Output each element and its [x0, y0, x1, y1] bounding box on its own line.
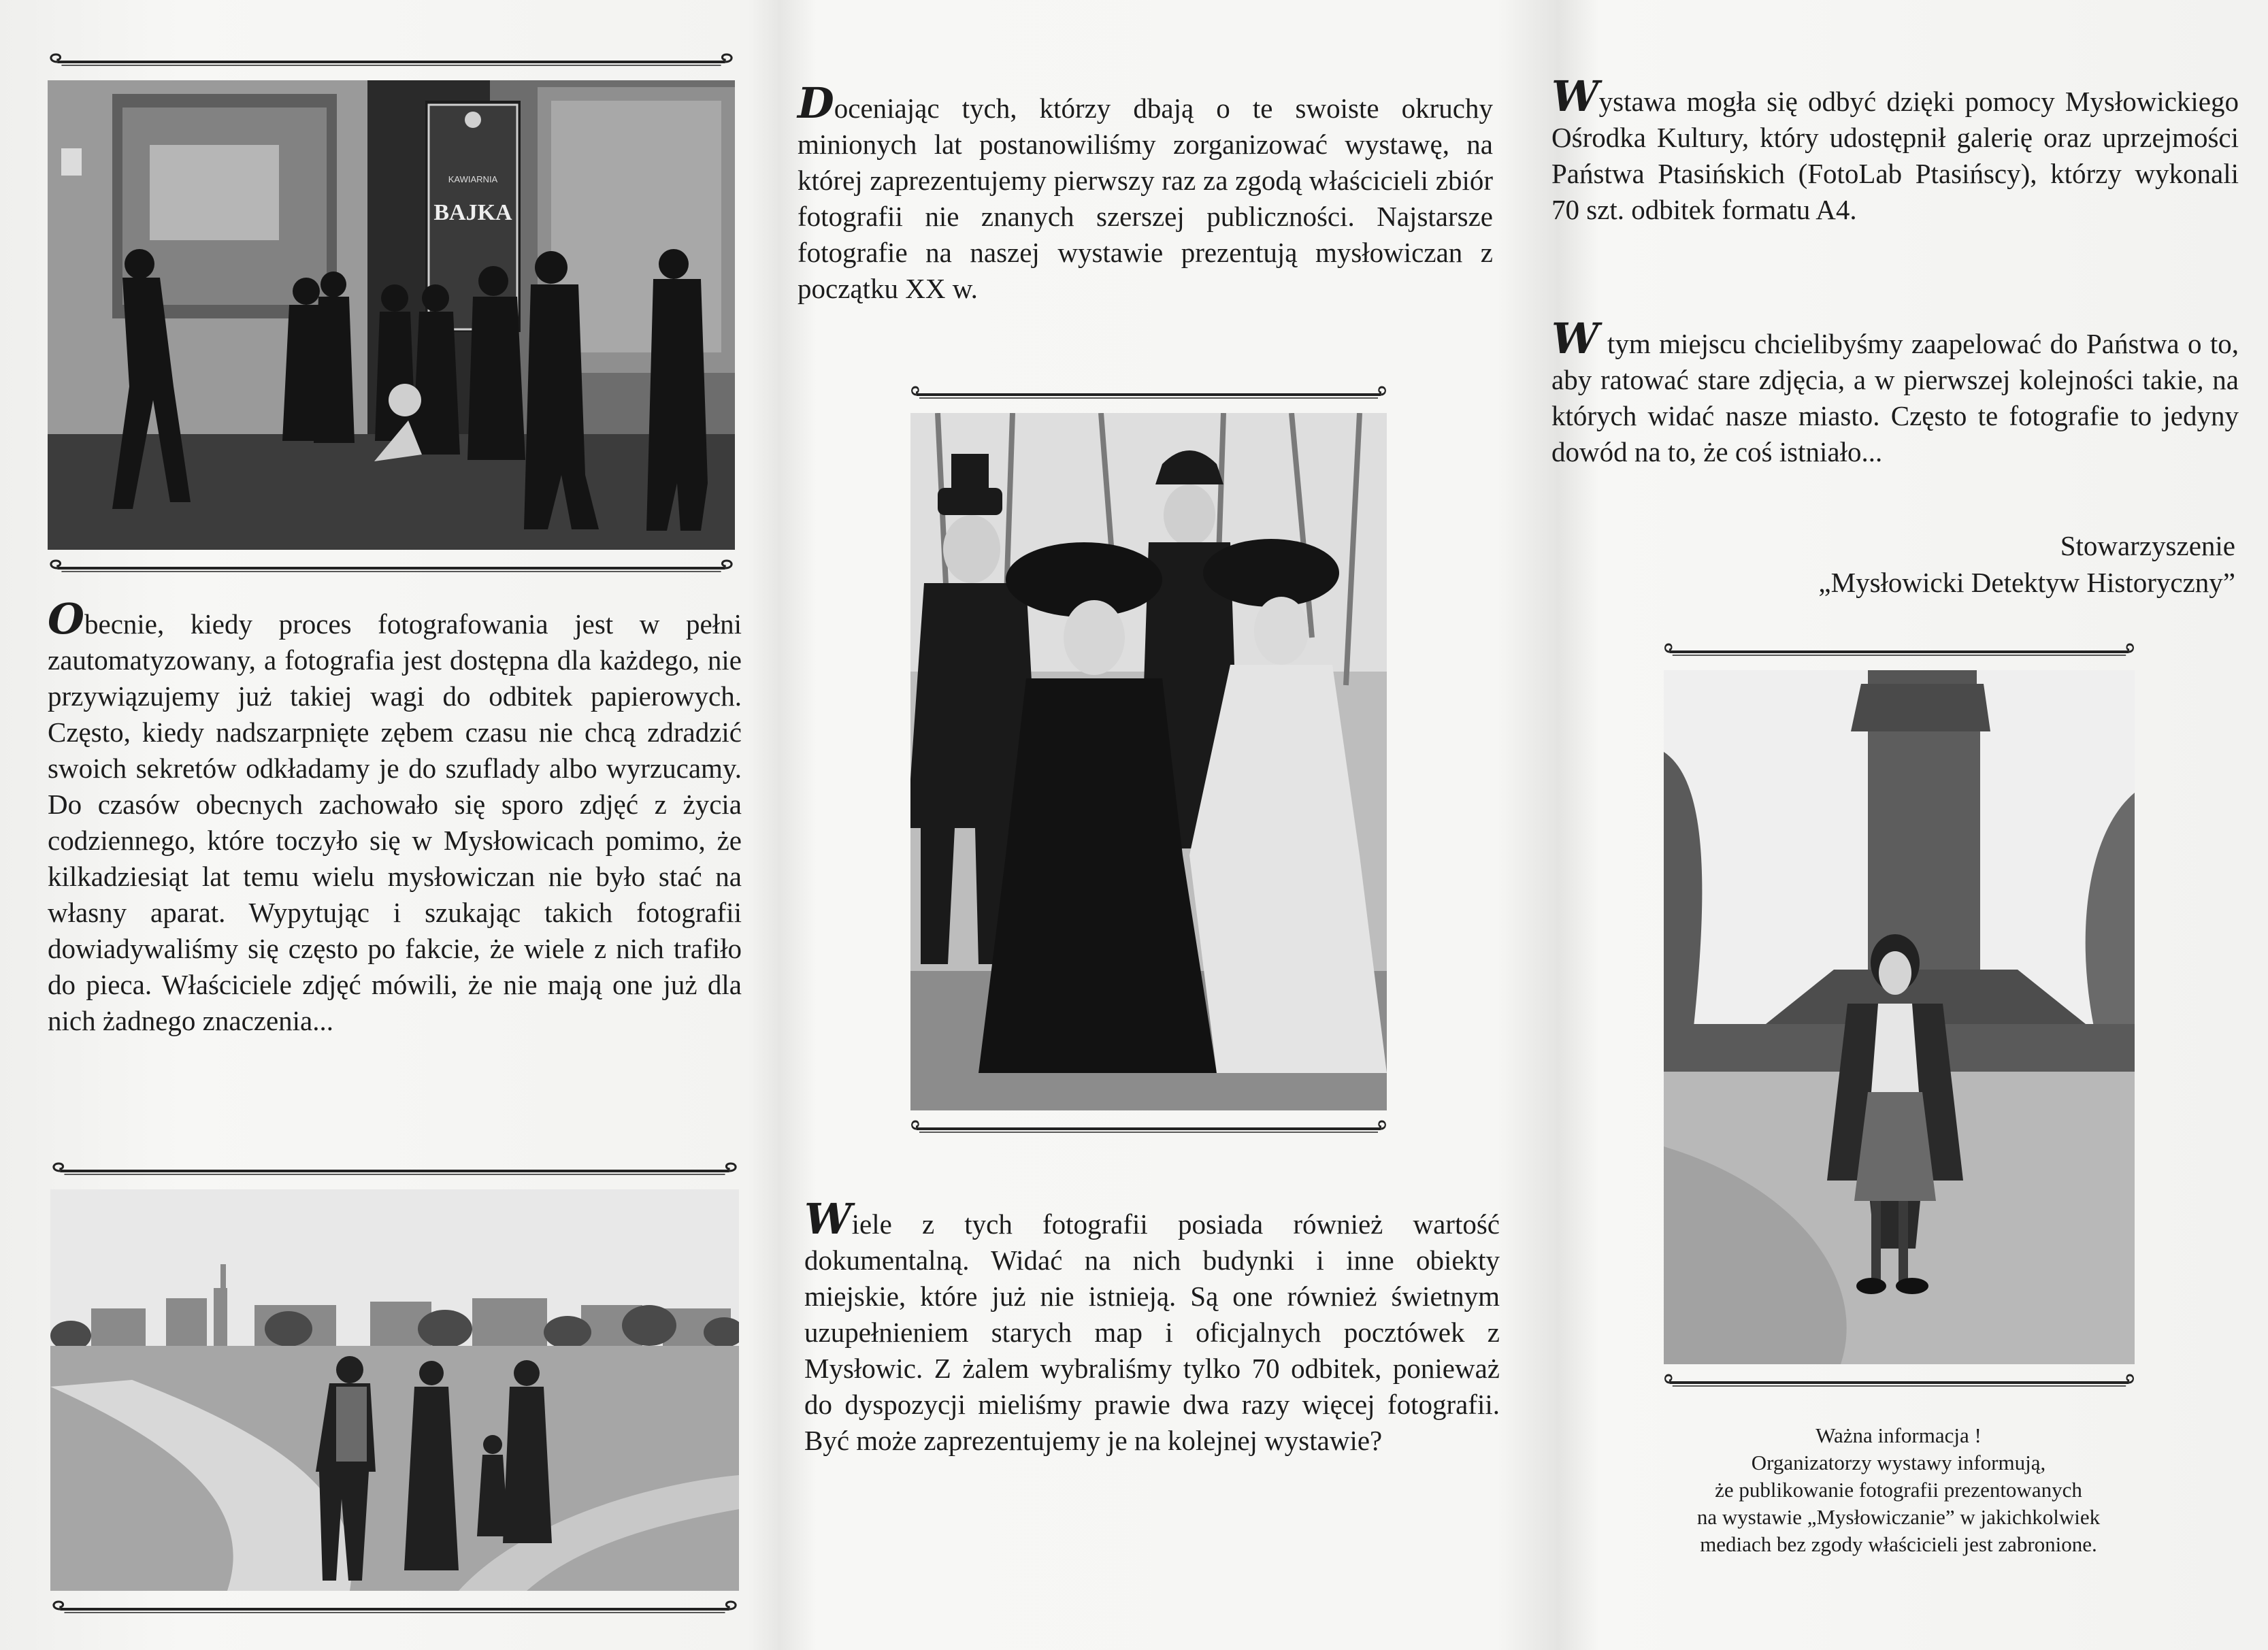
photo-cafe-bajka: [48, 80, 735, 550]
ornament-rule: [908, 1119, 1390, 1139]
important-notice: [1620, 1422, 2177, 1558]
ornament-rule: [45, 52, 738, 72]
photo-tower-woman: [1664, 670, 2135, 1364]
field-family-image: [50, 1189, 739, 1591]
notice-line: mediach bez zgody właścicieli jest zabronione.: [1700, 1532, 2097, 1556]
four-people-image: [910, 413, 1387, 1110]
cafe-bajka-image: [48, 80, 735, 550]
sign-small-text: KAWIARNIA: [448, 174, 498, 184]
dropcap: W: [1551, 314, 1599, 363]
paragraph-text: oceniając tych, którzy dbają o te swoiste okruchy minionych lat postanowiliśmy zorganizować wystawę, na której zaprezentujemy pierwszy raz za zgodą właścicieli zbiór fotografii nie znanych szerszej publiczności. Najstarsze fotografie na naszej wystawie prezentują mysłowiczan z początku XX w.: [798, 93, 1493, 304]
dropcap: D: [798, 78, 834, 128]
signature-line-1: Stowarzyszenie: [2060, 530, 2235, 561]
ornament-rule: [48, 1599, 742, 1619]
signature-line-2: „Mysłowicki Detektyw Historyczny”: [1818, 567, 2235, 598]
paragraph-text: tym miejscu chcielibyśmy zaapelować do Państwa o to, aby ratować stare zdjęcia, a w pierwszej kolejności takie, na których widać nasze miasto. Często te fotografie to jedyny dowód na to, że coś istniało...: [1551, 328, 2239, 467]
middle-panel: [789, 0, 1504, 1650]
paragraph-text: ystawa mogła się odbyć dzięki pomocy Mysłowickiego Ośrodka Kultury, który udostępnił galerię oraz uprzejmości Państwa Ptasińskich (FotoLab Ptasińscy), którzy wykonali 70 szt. odbitek formatu A4.: [1551, 86, 2239, 225]
notice-line: Organizatorzy wystawy informują,: [1751, 1451, 2046, 1474]
paragraph-text: iele z tych fotografii posiada również wartość dokumentalną. Widać na nich budynki i inne obiekty miejskie, które już nie istnieją. Są one również świetnym uzupełnieniem starych map i oficjalnych pocztówek z Mysłowic. Z żalem wybraliśmy tylko 70 odbitek, ponieważ do dyspozycji mieliśmy prawie dwa razy więcej fotografii. Być może zaprezentujemy je na kolejnej wystawie?: [804, 1208, 1500, 1456]
paragraph-text: becnie, kiedy proces fotografowania jest w pełni zautomatyzowany, a fotografia jest dostępna dla każdego, nie przywiązujemy już takiej wagi do odbitek papierowych. Często, kiedy nadszarpnięte zębem czasu nie chcą zdradzić swoich sekretów odkładamy je do szuflady albo wyrzucamy. Do czasów obecnych zachowało się sporo zdjęć z życia codziennego, które toczyło się w Mysłowicach pomimo, że kilkadziesiąt lat temu wielu mysłowiczan nie było stać na własny aparat. Wypytując i szukając takich fotografii dowiadywaliśmy się często po fakcie, że wiele z nich trafiło do pieca. Właściciele zdjęć mówili, że nie mają one już dla nich żadnego znaczenia...: [48, 608, 742, 1036]
ornament-rule: [45, 558, 738, 578]
paragraph-wiele: [804, 1194, 1500, 1459]
right-panel: [1545, 0, 2242, 1650]
dropcap: O: [48, 594, 85, 644]
notice-title: Ważna informacja !: [1815, 1423, 1982, 1447]
paragraph-w-tym-miejscu: [1551, 314, 2239, 470]
signature-block: [1749, 527, 2235, 601]
dropcap: W: [1551, 71, 1599, 121]
ornament-rule: [908, 384, 1390, 405]
dropcap: W: [804, 1194, 852, 1244]
ornament-rule: [1661, 1372, 2137, 1393]
left-panel: [41, 0, 742, 1650]
tower-woman-image: [1664, 670, 2135, 1364]
ornament-rule: [1661, 642, 2137, 662]
sign-bajka-text: BAJKA: [433, 200, 512, 225]
paragraph-wystawa: [1551, 71, 2239, 228]
photo-field-family: [50, 1189, 739, 1591]
ornament-rule: [48, 1161, 742, 1181]
notice-line: na wystawie „Mysłowiczanie” w jakichkolwiek: [1696, 1505, 2101, 1529]
notice-line: że publikowanie fotografii prezentowanych: [1715, 1478, 2082, 1502]
paragraph-obecnie: [48, 594, 742, 1039]
paragraph-doceniajac: [798, 78, 1493, 307]
photo-four-people: [910, 413, 1387, 1110]
